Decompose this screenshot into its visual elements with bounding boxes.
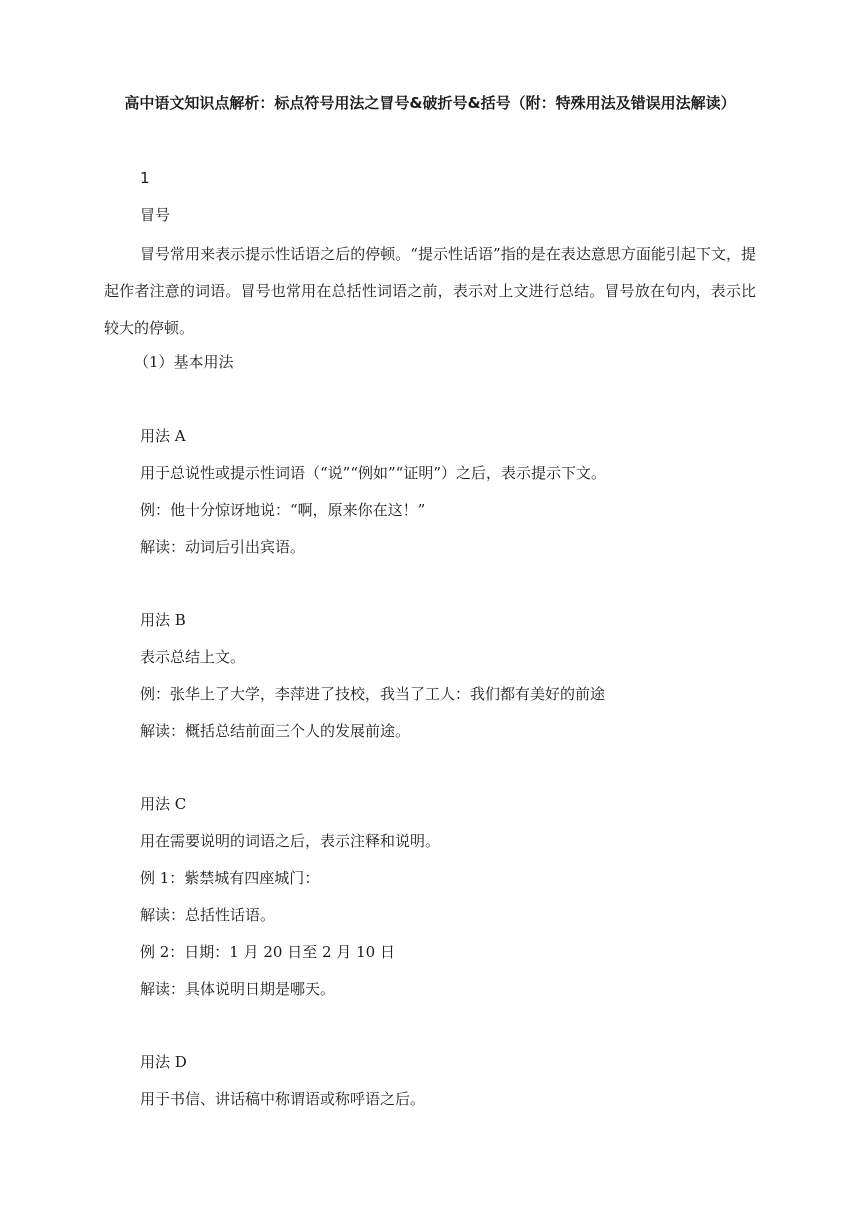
- intro-paragraph: 冒号常用来表示提示性话语之后的停顿。“提示性话语”指的是在表达意思方面能引起下文，提起作者注意的词语。冒号也常用在总括性词语之前，表示对上文进行总结。冒号放在句内，表示比较大的停顿。: [104, 245, 756, 337]
- usage-b-description: 表示总结上文。: [140, 648, 246, 666]
- usage-d-heading: 用法 D: [140, 1053, 187, 1071]
- usage-d-description: 用于书信、讲话稿中称谓语或称呼语之后。: [140, 1090, 426, 1108]
- usage-a-example: 例：他十分惊讶地说：“啊，原来你在这！”: [140, 501, 426, 519]
- usage-a-explanation: 解读：动词后引出宾语。: [140, 538, 306, 556]
- section-title: 冒号: [140, 206, 171, 224]
- usage-b-explanation: 解读：概括总结前面三个人的发展前途。: [140, 722, 411, 740]
- usage-c-explanation-2: 解读：具体说明日期是哪天。: [140, 980, 336, 998]
- usage-b-heading: 用法 B: [140, 611, 186, 629]
- usage-a-heading: 用法 A: [140, 427, 186, 445]
- usage-c-description: 用在需要说明的词语之后，表示注释和说明。: [140, 832, 441, 850]
- usage-c-explanation-1: 解读：总括性话语。: [140, 906, 276, 924]
- usage-a-description: 用于总说性或提示性词语（“说”“例如”“证明”）之后，表示提示下文。: [140, 464, 607, 482]
- usage-c-example-2: 例 2：日期：1 月 20 日至 2 月 10 日: [140, 943, 395, 961]
- usage-b-example: 例：张华上了大学，李萍进了技校，我当了工人：我们都有美好的前途: [140, 685, 606, 703]
- section-number: 1: [140, 169, 150, 187]
- document-title: 高中语文知识点解析：标点符号用法之冒号&破折号&括号（附：特殊用法及错误用法解读）: [124, 94, 736, 112]
- usage-c-heading: 用法 C: [140, 795, 187, 813]
- subsection-title: （1）基本用法: [134, 353, 234, 371]
- usage-c-example-1: 例 1：紫禁城有四座城门：: [140, 869, 320, 887]
